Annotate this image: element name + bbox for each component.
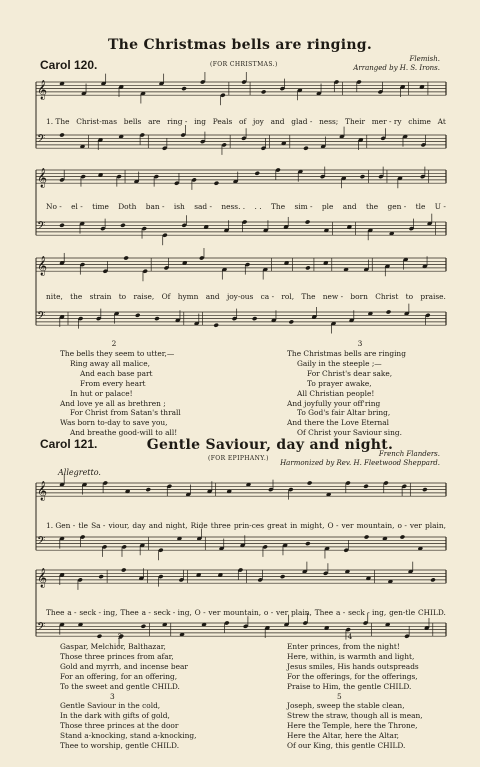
treble-clef-icon: 𝄞 (37, 80, 48, 100)
note-head (120, 223, 126, 228)
bass-clef-icon: 𝄢 (37, 220, 46, 235)
note-head (400, 534, 406, 539)
lyric-syllable: ness. . (221, 202, 246, 211)
lyric-syllable: ish (173, 202, 185, 211)
verse-line: Here the Altar, here the Altar, (287, 731, 400, 741)
lyric-syllable: and (205, 292, 220, 301)
verse-line: Ring away all malice, (70, 358, 150, 368)
lyric-syllable: mountain, (223, 608, 262, 617)
note-head (261, 89, 267, 94)
lyric-syllable: ing (194, 117, 206, 126)
note-head (288, 319, 294, 324)
verse-line: In the dark with gifts of gold, (60, 711, 170, 721)
verse-line: Gaspar, Melchior, Balthazar, (60, 642, 166, 651)
verse-line: All Christian people! (297, 388, 375, 398)
carol-121-verse-4 (287, 642, 423, 751)
carol-120-lyric-line-3 (46, 292, 446, 301)
lyric-syllable: great (267, 521, 288, 530)
lyric-syllable: Their (345, 117, 365, 126)
verse-line: In hut or palace! (70, 388, 133, 398)
lyric-syllable: sim - (294, 202, 313, 211)
note-head (145, 487, 151, 492)
note-head (181, 86, 187, 91)
carol-120-occasion: (FOR CHRISTMAS.) (210, 61, 278, 68)
lyric-syllable: rol, (281, 292, 295, 301)
verse-line: To prayer awake, (307, 378, 372, 388)
lyric-syllable: and (270, 117, 285, 126)
verse-line: And joyfully your off'ring (287, 398, 381, 408)
carol-120-verse-2-number: 2 (111, 339, 117, 348)
note-head (97, 634, 103, 639)
carol-121-occasion: (FOR EPIPHANY.) (208, 455, 269, 462)
carol-121-verse-2 (60, 642, 196, 751)
lyric-syllable: to (118, 292, 127, 301)
bass-clef-icon: 𝄢 (37, 535, 46, 550)
note-head (280, 574, 286, 579)
lyric-syllable: O - (327, 521, 339, 530)
lyric-syllable: three (210, 521, 231, 530)
carol-120-verse-3-number: 3 (357, 339, 363, 348)
lyric-syllable: Thee (46, 608, 65, 617)
verse-line: Thee to worship, gentle CHILD. (60, 741, 180, 751)
lyric-syllable: might, (300, 521, 325, 530)
note-head (252, 316, 258, 321)
note-head (213, 323, 219, 328)
lyric-syllable: Christ (375, 292, 399, 301)
lyric-syllable: The (271, 202, 286, 211)
lyric-syllable: night, (165, 521, 188, 530)
lyric-syllable: tle (415, 202, 426, 211)
verse-line: To the sweet and gentle CHILD. (60, 681, 180, 691)
lyric-syllable: ban - (145, 202, 165, 211)
lyric-syllable: strain (89, 292, 112, 301)
lyric-syllable: time (92, 202, 109, 211)
carol-120-number: Carol 120. (40, 58, 98, 72)
note-head (360, 174, 366, 179)
lyric-syllable: to (405, 292, 414, 301)
lyric-syllable: o - (263, 608, 274, 617)
note-head (214, 181, 220, 186)
lyric-syllable: Ride (190, 521, 208, 530)
bass-clef-icon: 𝄢 (37, 310, 46, 325)
lyric-syllable: ness; (319, 117, 339, 126)
lyric-syllable: plain, (425, 521, 446, 530)
treble-clef-icon: 𝄞 (37, 481, 48, 501)
carol-120-title: The Christmas bells are ringing. (107, 37, 373, 53)
lyric-syllable: ring - (167, 117, 188, 126)
carol-120-lyric-line-1 (46, 117, 446, 126)
note-head (154, 316, 160, 321)
verse-line: Stand a-knocking, stand a-knocking, (60, 731, 197, 741)
lyric-syllable: a - (335, 608, 346, 617)
note-head (135, 313, 141, 318)
lyric-syllable: O - (194, 608, 206, 617)
verse-line: And breathe good-will to all! (70, 428, 178, 438)
carol-121-verse-4-number: 4 (347, 632, 353, 641)
carol-120-origin: Flemish. (409, 55, 440, 63)
lyric-syllable: ver (341, 521, 354, 530)
note-head (363, 484, 369, 489)
note-head (307, 480, 313, 485)
lyric-syllable: Doth (118, 202, 137, 211)
verse-line: And each base part (80, 368, 153, 378)
carol-121-number: Carol 121. (40, 437, 98, 451)
lyric-syllable: born (350, 292, 368, 301)
lyric-syllable: The (301, 292, 316, 301)
lyric-syllable: No - (46, 202, 62, 211)
lyric-syllable: and (342, 202, 357, 211)
carol-120-verse-3 (287, 349, 406, 438)
verse-line: Enter princes, from the night! (287, 642, 400, 651)
lyric-syllable: hymn (177, 292, 199, 301)
carol-121-lyric-line-1 (46, 521, 446, 530)
carol-121-arranger: Harmonized by Rev. H. Fleetwood Sheppard. (280, 459, 440, 467)
verse-line: For Christ's dear sake, (307, 368, 393, 378)
verse-line: From every heart (80, 378, 146, 388)
lyric-syllable: glad - (291, 117, 313, 126)
lyric-syllable: tle (78, 521, 89, 530)
lyric-syllable: mountain, (356, 521, 395, 530)
carol-121-lyric-line-2 (46, 608, 446, 617)
lyric-syllable: 1. Gen - (46, 521, 76, 530)
note-head (121, 567, 127, 572)
lyric-syllable: seck - ing, (79, 608, 118, 617)
note-head (422, 487, 428, 492)
note-head (305, 265, 311, 270)
verse-line: Gaily in the steeple ;— (297, 358, 382, 368)
verse-line: Here the Temple, here the Throne, (287, 721, 418, 731)
verse-line: To God's fair Altar bring, (297, 408, 391, 418)
note-head (59, 132, 65, 137)
lyric-syllable: joy-ous (226, 292, 254, 301)
lyric-syllable: a - (141, 608, 151, 617)
lyric-syllable: praise. (420, 292, 446, 301)
verse-line: Of our King, this gentle CHILD. (287, 741, 406, 751)
lyric-syllable: nite, (46, 292, 63, 301)
lyric-syllable: viour, (108, 521, 130, 530)
lyric-syllable: CHILD. (417, 608, 446, 617)
note-head (386, 309, 392, 314)
treble-clef-icon: 𝄞 (37, 168, 48, 188)
lyric-syllable: 1. The (46, 117, 70, 126)
verse-line: And love ye all as brethren ; (60, 398, 166, 408)
lyric-syllable: Christ-mas (76, 117, 117, 126)
note-head (430, 577, 436, 582)
lyric-syllable: the (70, 292, 83, 301)
lyric-syllable: sad - (194, 202, 212, 211)
verse-line: Strew the straw, though all is mean, (287, 711, 423, 721)
lyric-syllable: el - (71, 202, 83, 211)
lyric-syllable: bells (123, 117, 142, 126)
treble-clef-icon: 𝄞 (37, 256, 48, 276)
lyric-syllable: mer - ry (371, 117, 402, 126)
lyric-syllable: seck - ing, (348, 608, 387, 617)
note-head (305, 219, 311, 224)
lyric-syllable: plain, (290, 608, 312, 617)
lyric-syllable: gen-tle (389, 608, 416, 617)
carol-120-arranger: Arranged by H. S. Irons. (353, 64, 440, 72)
lyric-syllable: and (148, 521, 163, 530)
verse-line: Those three princes at the door (60, 721, 179, 731)
note-head (254, 171, 260, 176)
lyric-syllable: o - (397, 521, 407, 530)
lyric-syllable: prin-ces (233, 521, 265, 530)
lyric-syllable: are (148, 117, 161, 126)
verse-line: Here, within, is warmth and light, (287, 651, 415, 661)
lyric-syllable: ver (409, 521, 422, 530)
lyric-syllable: raise, (133, 292, 155, 301)
note-head (305, 541, 311, 546)
lyric-syllable: U - (434, 202, 446, 211)
bass-clef-icon: 𝄢 (37, 133, 46, 148)
treble-clef-icon: 𝄞 (37, 568, 48, 588)
verse-line: And there the Love Eternal (287, 418, 390, 428)
verse-line: The bells they seem to utter,— (60, 349, 175, 358)
lyric-syllable: . . (254, 202, 262, 211)
lyric-syllable: chime (408, 117, 431, 126)
carol-121-verse-2-number: 2 (117, 632, 123, 641)
verse-line: Those three princes from afar, (60, 651, 174, 661)
lyric-syllable: Thee (120, 608, 139, 617)
verse-line: Praise to Him, the gentle CHILD. (287, 681, 412, 691)
lyric-syllable: ple (321, 202, 334, 211)
bass-clef-icon: 𝄢 (37, 621, 46, 636)
note-head (364, 534, 370, 539)
note-head (141, 624, 147, 629)
lyric-syllable: At (437, 117, 446, 126)
verse-line: Joseph, sweep the stable clean, (287, 701, 405, 711)
verse-line: For an offering, for an offering, (60, 671, 178, 681)
lyric-syllable: seck - ing, (153, 608, 192, 617)
verse-line: Of Christ your Saviour sing. (297, 428, 402, 438)
verse-line: 5 (337, 691, 342, 701)
verse-line: Gold and myrrh, and incense bear (60, 661, 188, 671)
note-head (303, 146, 309, 151)
lyric-syllable: ver (276, 608, 289, 617)
lyric-syllable: day (132, 521, 146, 530)
lyric-syllable: Thee (314, 608, 334, 617)
lyric-syllable: in (290, 521, 298, 530)
carol-121-tempo: Allegretto. (58, 468, 101, 477)
verse-line: Was born to-day to save you, (60, 418, 168, 428)
verse-line: 3 (110, 691, 115, 701)
lyric-syllable: of (239, 117, 247, 126)
lyric-syllable: a - (67, 608, 77, 617)
verse-line: Jesus smiles, His hands outspreads (287, 661, 419, 671)
carol-121-title: Gentle Saviour, day and night. (146, 437, 394, 453)
lyric-syllable: Sa - (91, 521, 106, 530)
verse-line: For the offerings, for the offerings, (287, 671, 418, 681)
carol-120-lyric-line-2 (46, 202, 446, 211)
note-head (59, 223, 65, 228)
lyric-syllable: Peals (212, 117, 233, 126)
lyric-syllable: the (366, 202, 379, 211)
note-head (98, 574, 104, 579)
lyric-syllable: ca - (260, 292, 275, 301)
note-head (123, 255, 129, 260)
lyric-syllable: ver (208, 608, 221, 617)
verse-line: For Christ from Satan's thrall (70, 408, 181, 418)
lyric-syllable: Of (161, 292, 171, 301)
lyric-syllable: new - (322, 292, 344, 301)
lyric-syllable: joy (252, 117, 264, 126)
carol-120-verse-2 (60, 349, 181, 438)
lyric-syllable: gen - (387, 202, 407, 211)
verse-line: Gentle Saviour in the cold, (60, 701, 161, 711)
verse-line: The Christmas bells are ringing (287, 349, 406, 358)
carol-121-origin: French Flanders. (378, 450, 440, 458)
